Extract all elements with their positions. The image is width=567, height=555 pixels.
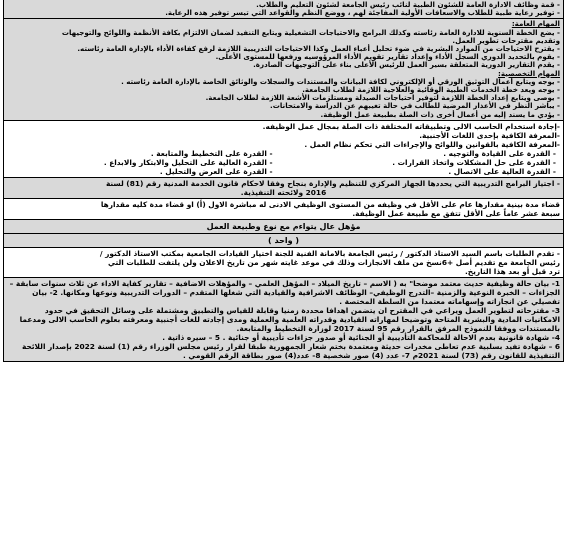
training-line-2: 2016 ولائحته التنفيذية. xyxy=(240,187,327,197)
experience-box xyxy=(3,198,564,220)
job-announcement xyxy=(3,0,564,362)
specialized-duty-2: - يوجه ويعد خطة الخدمات الطبية الوقائية والعلاجية اللازمة لطلاب الجامعة. xyxy=(302,85,560,95)
skill-planning: - القدرة على التخطيط والمتابعة . xyxy=(150,148,273,158)
specialized-duty-5: - يؤدي ما يسند إليه من أعمال أخرى ذات الصلة بطبيعة عمل الوظيفة. xyxy=(320,109,560,119)
skill-language: -المعرفة الكافية بإحدى اللغات الأجنبية. xyxy=(419,130,560,140)
qualification-count-box xyxy=(3,233,564,248)
skill-problem-solving: - القدرة على حل المشكلات واتخاذ القرارات . xyxy=(392,157,556,167)
training-box xyxy=(3,177,564,199)
requirement-4-5: 4- شهادة قانونية بعدم الاحالة للمحاكمة التأديبية أو الجنائية أو صدور جزاءات تأديبية أو جنائية . 5 – سيره ذاتية . xyxy=(162,332,560,342)
general-duty-1-cont: وتقديم مقترحات تطوير العمل. xyxy=(452,35,560,45)
qualification-box xyxy=(3,219,564,234)
skill-pair-row-2 xyxy=(7,158,560,167)
skill-pair-row-3 xyxy=(7,167,560,176)
application-box xyxy=(3,247,564,278)
purpose-line-1: - قمة وظائف الادارة العامة للشئون الطبية لنائب رئيس الجامعة لشئون التعليم والطلاب. xyxy=(256,0,560,9)
requirements-box xyxy=(3,277,564,362)
purpose-line-2: - توفير رعاية طبية للطلاب والاسعافات الأولية المفاجئة لهم ، ووضع النظم والقواعد التي تيسر توفير هذه الرعاية. xyxy=(165,8,560,18)
skills-box xyxy=(3,120,564,178)
specialized-duty-4: - يباشر النظر في الأعذار المرضية للطالب في حالة تغيبهم عن الدراسة والامتحانات. xyxy=(270,101,560,111)
skill-regulations: -المعرفة الكافية بالقوانين واللوائح والإجراءات التي تحكم نظام العمل . xyxy=(304,139,560,149)
requirement-6-8: 6 – شهادة تفيد بسلبية عدم تعاطى مخدرات حديثة ومعتمدة بختم شعار الجمهورية طبقا لقرار رئيس مجلس الوزراء رقم (1) لسنة 2022 بإصدار اللائحة التنفيذية للقانون رقم (73) لسنة 2021م 7- عدد (4) صور شخصية 8- عدد(4) صور بطاقة الرقم القومي . xyxy=(21,341,560,360)
skill-analysis-innovation: - القدرة العالية على التحليل والابتكار والابداع . xyxy=(103,157,273,167)
training-line-1: - اجتياز البرامج التدريبية التي يحددها الجهاز المركزي للتنظيم والإدارة بنجاح وفقا لاحكام قانون الخدمة المدنية رقم (81) لسنة xyxy=(105,178,560,188)
qualification-count: ( واحد ) xyxy=(268,235,299,245)
job-purpose-box xyxy=(3,0,564,19)
skill-presentation: - القدرة على العرض والتحليل . xyxy=(159,166,273,176)
specialized-duty-1: - يوجه ويتابع أعمال التوثيق الورقي أو الإلكتروني لكافة البيانات والمستندات والسجلات والوثائق الخاصة بالإدارة العامة رئاسته . xyxy=(121,76,560,86)
application-line-1: - تقدم الطلبات باسم السيد الاستاذ الدكتور / رئيس الجامعة بالامانة الفنية للجنة اختيار القيادات الجامعية بمكتب الاستاذ الدكتور / xyxy=(99,248,560,258)
skill-communication: - القدرة العالية على الاتصال . xyxy=(448,166,556,176)
general-duty-2: - يقترح الاحتياجات من الموارد البشرية في ضوء تحليل أعباء العمل وكذا الاحتياجات التدريبية اللازمة لرفع كفاءة الأداء بالإدارة العامة رئاسته. xyxy=(77,44,560,54)
general-duty-4: - يقدم التقارير الدورية المتعلقة بسير العمل للرئيس الأعلى بناء على التوجيهات الصادرة. xyxy=(253,60,560,70)
general-duties-heading: المهام العامة: xyxy=(511,19,560,29)
general-duty-3: - يقوم بالتحديد الدوري السجل الأداء وإعداد تقارير تقويم الأداء المرؤوسيه ورفعها للمستوى الأعلى. xyxy=(215,52,560,62)
application-line-3: ترد قبل أو بعد هذا التاريخ. xyxy=(464,266,560,276)
duties-box xyxy=(3,18,564,120)
application-line-2: رئيس الجامعة مع تقديم أصل +6نسخ من ملف الانجازات وذلك في موعد غايته شهر من تاريخ الاعلان ولن يلتفت للطلبات التي xyxy=(107,257,560,267)
general-duty-1: - يضع الخطة السنوية للادارة العامة رئاسته وكذلك البرامج والاحتياجات التشغيلية ويتابع التنفيذ لضمان الالتزام بكافة الأنظمة واللوائح والتوجيهات xyxy=(61,27,560,37)
skill-pair-row-1 xyxy=(7,149,560,158)
skill-leadership: - القدرة على القيادة والتوجيه . xyxy=(443,148,556,158)
requirement-3: 3- مقترحاته لتطوير العمل ويراعي في المقترح ان يتضمن اهدافا محددة زمنيا وقابلة للقياس والتطبيق ومشتملة على وسائل التحقيق في حدود الامكانيات المادية والبشرية المتاحة وتوضيحا لمهاراته القيادية وقدراته العلمية والعملية ومدى إجادته للغات أجنبية ومعرفته بعلوم الحاسب الالى ومدعما بالمستندات ووفقا للنموذج المرفق بالقرار رقم 95 لسنة 2017 لوزارة التخطيط والمتابعة. xyxy=(19,305,560,333)
specialized-duty-3: - يوصى ويتابع إعداد الخطة اللازمة لتوفير احتياجات الصيدلة ومستلزمات الأشعة اللازمة لطلاب الجامعة. xyxy=(205,93,560,103)
specialized-duties-heading: المهام التخصصية: xyxy=(498,68,560,78)
experience-line-2: سبعة عشر عاماً على الأقل تتفق مع طبيعة عمل الوظيفة. xyxy=(352,208,560,218)
qualification-text: مؤهل عال يتواءم مع نوع وطبيعة العمل xyxy=(206,221,361,231)
requirement-1-2: 1- بيان حالة وظيفية حديث معتمد موضحا" به ( الاسم – تاريخ الميلاد – المؤهل العلمي – والمؤهلات الاضافية – تقارير كفاية الاداء عن ثلاث سنوات سابقة – الجزاءات – الخبرة النوعية والزمنية –التدرج الوظيفي– الوظائف الاشرافية والقيادية التي شغلها المتقدم – الدورات التدريبية ونوعها ومكانها. 2- بيان تفصيلي عن انجازاته وإسهاماته معتمدا من السلطة المختصة . xyxy=(9,278,560,306)
experience-line-1: قضاء مدة بينية مقدارها عام على الأقل في وظيفه من المستوى الوظيفي الادنى له مباشرة الاول (أ) او قضاء مدة كليه مقدارها xyxy=(100,199,560,209)
skill-computer: -إجادة استخدام الحاسب الالى وتطبيقاته المختلفة ذات الصلة بمجال عمل الوظيفه. xyxy=(262,121,560,131)
